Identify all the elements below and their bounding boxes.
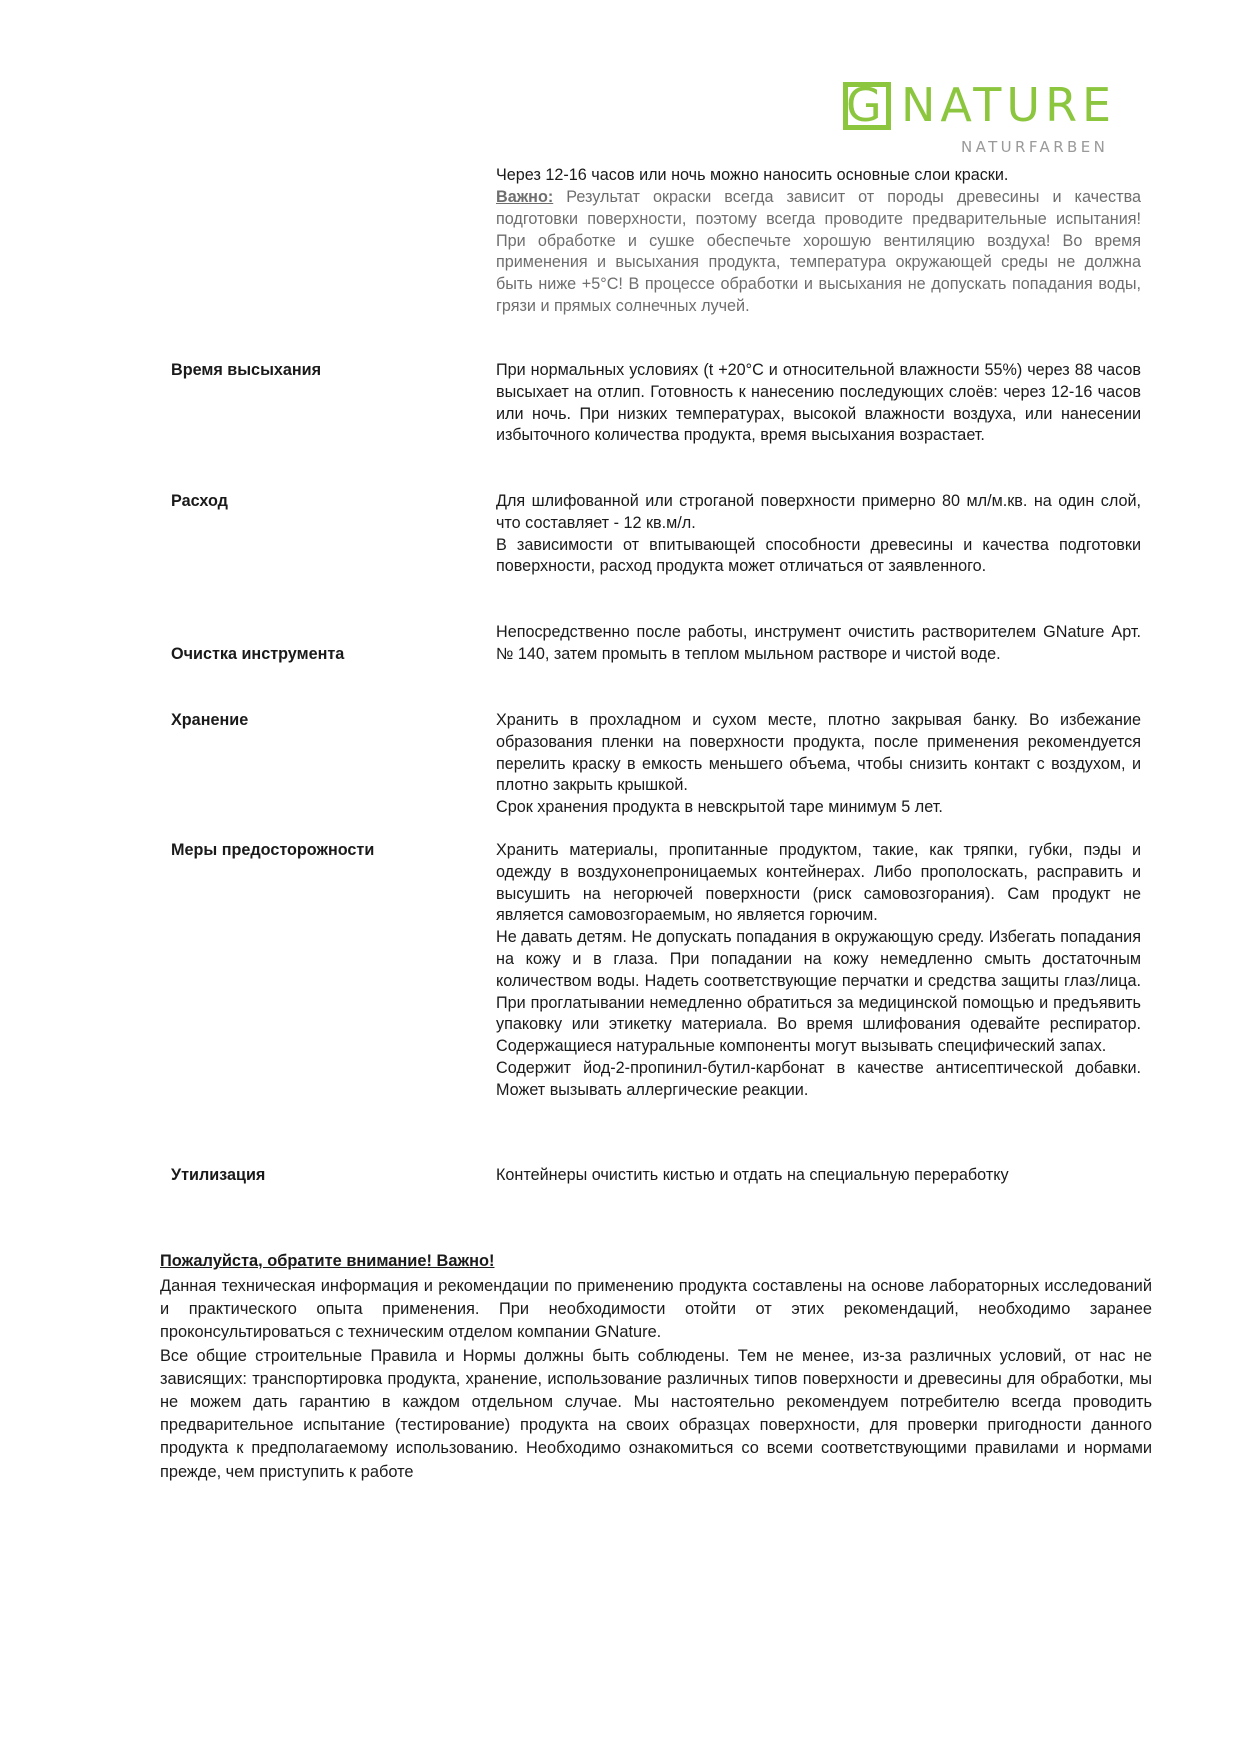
important-label: Важно: <box>496 188 554 206</box>
cleaning-text: Непосредственно после работы, инструмент очистить растворителем GNature Арт. № 140, затем промыть в теплом мыльном растворе и чистой воде. <box>496 623 1141 663</box>
storage-text-1: Хранить в прохладном и сухом месте, плотно закрывая банку. Во избежание образования пленки на поверхности продукта, после применения рекомендуется перелить краску в емкость меньшего объема, чтобы снизить контакт с воздухом, и плотно закрыть крышкой. <box>496 711 1141 795</box>
logo-word: NATURE <box>901 78 1117 132</box>
disposal-label: Утилизация <box>171 1166 266 1184</box>
drying-text: При нормальных условиях (t +20°С и относительной влажности 55%) через 88 часов высыхает на отлип. Готовность к нанесению последующих слоёв: через 12-16 часов или ночь. При низких температурах, высокой влажности воздуха, или нанесении избыточного количества продукта, время высыхания возрастает. <box>496 361 1141 445</box>
storage-text <box>496 710 1141 819</box>
cleaning-label: Очистка инструмента <box>171 645 345 663</box>
precautions-text-1: Хранить материалы, пропитанные продуктом, такие, как тряпки, губки, пэды и одежду в воздухонепроницаемых контейнерах. Либо прополоскать, расправить и высушить на негорючей поверхности (риск самовозгорания). Сам продукт не является самовозгораемым, но является горючим. <box>496 841 1141 925</box>
storage-label: Хранение <box>171 711 249 729</box>
precautions-text-2: Не давать детям. Не допускать попадания в окружающую среду. Избегать попадания на кожу и в глаза. При попадании на кожу немедленно смыть достаточным количеством воды. Надеть соответствующие перчатки и средства защиты глаз/лица. При проглатывании немедленно обратиться за медицинской помощью и предъявить упаковку или этикетку материала. Во время шлифования одевайте респиратор. Содержащиеся натуральные компоненты могут вызывать специфический запах. <box>496 928 1141 1056</box>
precautions-text <box>496 840 1141 1102</box>
notice-body <box>160 1275 1152 1484</box>
consumption-label: Расход <box>171 492 228 510</box>
logo-subtitle: NATURFARBEN <box>961 138 1109 156</box>
notice-paragraph-2: Все общие строительные Правила и Нормы должны быть соблюдены. Тем не менее, из-за различных условий, от нас не зависящих: транспортировка продукта, хранение, использование различных типов поверхности и древесины для обработки, мы не можем дать гарантию в каждом отдельном случае. Мы настоятельно рекомендуем потребителю всегда проводить предварительное испытание (тестирование) продукта на своих образцах поверхности, для проверки пригодности данного продукта к предполагаемому использованию. Необходимо ознакомиться со всеми соответствующими правилами и нормами прежде, чем приступить к работе <box>160 1346 1152 1481</box>
brand-logo <box>843 78 1143 162</box>
disposal-text: Контейнеры очистить кистью и отдать на специальную переработку <box>496 1166 1009 1184</box>
important-text: Результат окраски всегда зависит от породы древесины и качества подготовки поверхности, поэтому всегда проводите предварительные испытания! При обработке и сушке обеспечьте хорошую вентиляцию воздуха! Во время применения и высыхания продукта, температура окружающей среды не должна быть ниже +5°С! В процессе обработки и высыхания не допускать попадания воды, грязи и прямых солнечных лучей. <box>496 188 1141 315</box>
drying-label: Время высыхания <box>171 361 322 379</box>
precautions-text-3: Содержит йод-2-пропинил-бутил-карбонат в качестве антисептической добавки. Может вызывать аллергические реакции. <box>496 1058 1141 1099</box>
logo-letter: G <box>846 78 882 132</box>
consumption-text <box>496 491 1141 578</box>
consumption-text-2: В зависимости от впитывающей способности древесины и качества подготовки поверхности, расход продукта может отличаться от заявленного. <box>496 535 1141 576</box>
important-paragraph <box>496 187 1141 318</box>
notice-paragraph-1: Данная техническая информация и рекомендации по применению продукта составлены на основе лабораторных исследований и практического опыта применения. При необходимости отойти от этих рекомендаций, необходимо заранее проконсультироваться с техническим отделом компании GNature. <box>160 1277 1152 1342</box>
storage-text-2: Срок хранения продукта в невскрытой таре минимум 5 лет. <box>496 798 943 817</box>
consumption-text-1: Для шлифованной или строганой поверхности примерно 80 мл/м.кв. на один слой, что составляет - 12 кв.м/л. <box>496 492 1141 532</box>
precautions-label: Меры предосторожности <box>171 841 375 859</box>
notice-title: Пожалуйста, обратите внимание! Важно! <box>160 1252 495 1270</box>
intro-line: Через 12-16 часов или ночь можно наносить основные слои краски. <box>496 166 1009 184</box>
